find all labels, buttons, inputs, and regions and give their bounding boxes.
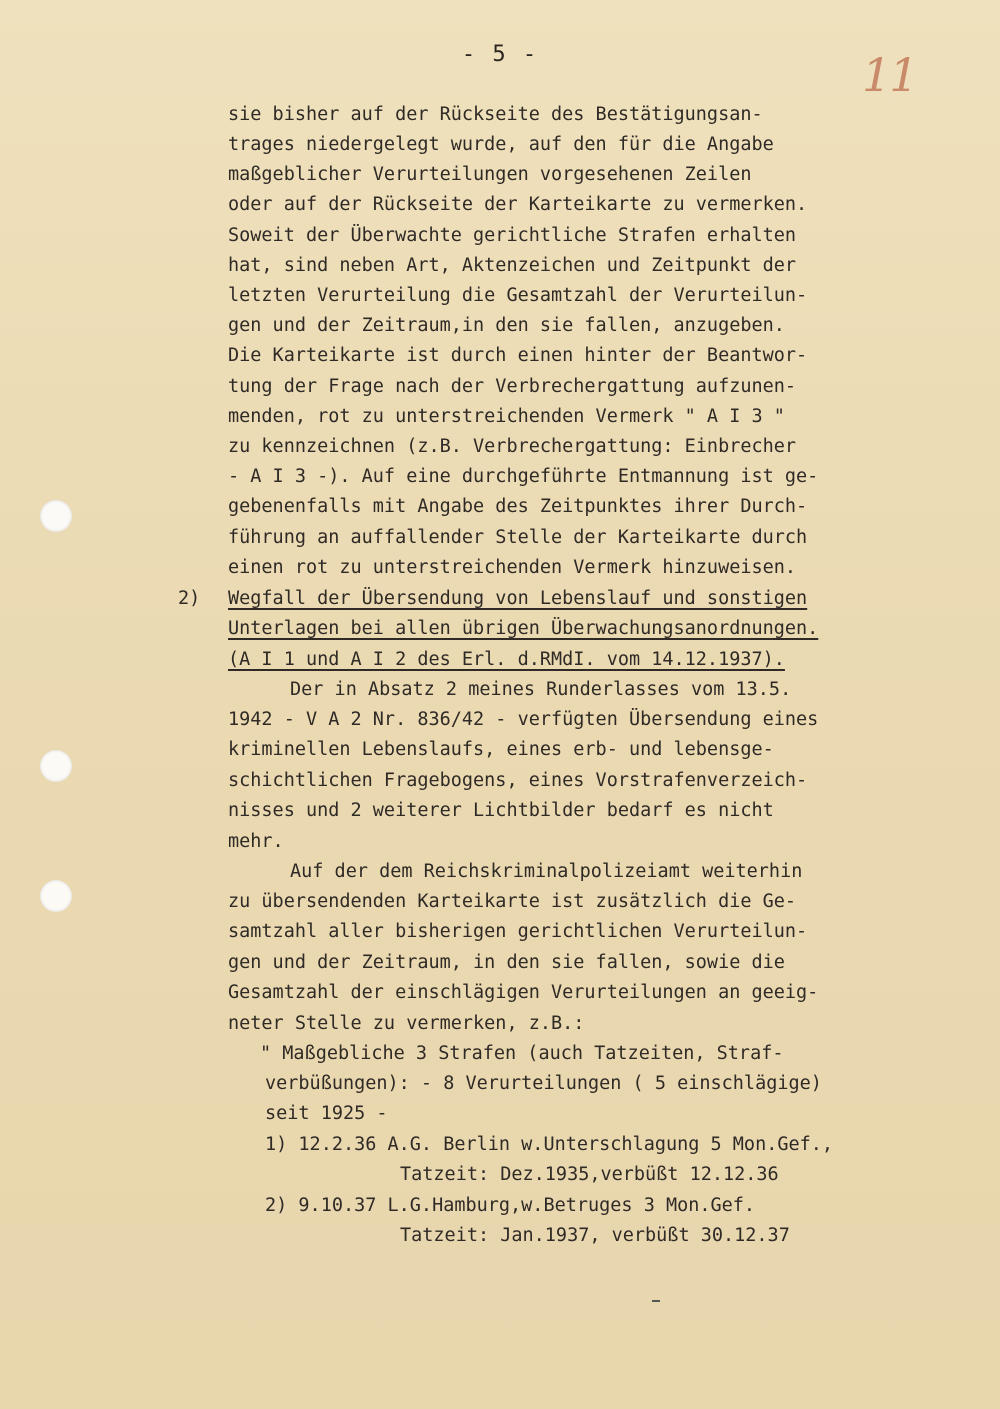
text-line: letzten Verurteilung die Gesamtzahl der Verurteilun- [228, 285, 808, 306]
example-line: Tatzeit: Dez.1935,verbüßt 12.12.36 [400, 1164, 779, 1185]
text-line: maßgeblicher Verurteilungen vorgesehenen Zeilen [228, 164, 752, 185]
text-line: hat, sind neben Art, Aktenzeichen und Zeitpunkt der [228, 255, 797, 276]
example-line: verbüßungen): - 8 Verurteilungen ( 5 einschlägige) [265, 1073, 822, 1094]
text-line: tung der Frage nach der Verbrechergattung aufzunen- [228, 376, 797, 397]
text-line: zu übersendenden Karteikarte ist zusätzlich die Ge- [228, 891, 797, 912]
folio-number: 11 [862, 48, 917, 102]
text-line: Soweit der Überwachte gerichtliche Strafen erhalten [228, 225, 797, 246]
text-line: mehr. [228, 831, 284, 852]
text-line: sie bisher auf der Rückseite des Bestätigungsan- [228, 104, 763, 125]
text-line: menden, rot zu unterstreichenden Vermerk " A I 3 " [228, 406, 785, 427]
text-line: Der in Absatz 2 meines Runderlasses vom 13.5. [290, 679, 792, 700]
example-line: Tatzeit: Jan.1937, verbüßt 30.12.37 [400, 1225, 790, 1246]
section-heading: (A I 1 und A I 2 des Erl. d.RMdI. vom 14.12.1937). [228, 649, 785, 670]
text-line: gen und der Zeitraum, in den sie fallen, sowie die [228, 952, 785, 973]
section-heading: Wegfall der Übersendung von Lebenslauf und sonstigen [228, 588, 808, 609]
section-heading: Unterlagen bei allen übrigen Überwachungsanordnungen. [228, 618, 819, 639]
text-line: einen rot zu unterstreichenden Vermerk hinzuweisen. [228, 557, 797, 578]
text-line: gebenenfalls mit Angabe des Zeitpunktes ihrer Durch- [228, 496, 808, 517]
text-line: oder auf der Rückseite der Karteikarte zu vermerken. [228, 194, 808, 215]
text-line: kriminellen Lebenslaufs, eines erb- und lebensge- [228, 739, 774, 760]
text-line: nisses und 2 weiterer Lichtbilder bedarf es nicht [228, 800, 774, 821]
example-line: 1) 12.2.36 A.G. Berlin w.Unterschlagung 5 Mon.Gef., [265, 1134, 834, 1155]
text-line: neter Stelle zu vermerken, z.B.: [228, 1013, 585, 1034]
text-line: gen und der Zeitraum,in den sie fallen, anzugeben. [228, 315, 785, 336]
text-line: 1942 - V A 2 Nr. 836/42 - verfügten Übersendung eines [228, 709, 819, 730]
text-line: Die Karteikarte ist durch einen hinter der Beantwor- [228, 345, 808, 366]
text-line: schichtlichen Fragebogens, eines Vorstrafenverzeich- [228, 770, 808, 791]
example-line: seit 1925 - [265, 1103, 388, 1124]
text-line: samtzahl aller bisherigen gerichtlichen Verurteilun- [228, 921, 808, 942]
text-line: führung an auffallender Stelle der Karteikarte durch [228, 527, 808, 548]
example-line: " Maßgebliche 3 Strafen (auch Tatzeiten, Straf- [260, 1043, 784, 1064]
page-number: - 5 - [461, 42, 539, 67]
text-line: trages niedergelegt wurde, auf den für die Angabe [228, 134, 774, 155]
closing-mark [652, 1300, 660, 1302]
text-line: zu kennzeichnen (z.B. Verbrechergattung: Einbrecher [228, 436, 797, 457]
list-marker: 2) [178, 588, 201, 609]
text-line: Auf der dem Reichskriminalpolizeiamt weiterhin [290, 861, 803, 882]
example-line: 2) 9.10.37 L.G.Hamburg,w.Betruges 3 Mon.Gef. [265, 1195, 756, 1216]
text-line: Gesamtzahl der einschlägigen Verurteilungen an geeig- [228, 982, 819, 1003]
text-line: - A I 3 -). Auf eine durchgeführte Entmannung ist ge- [228, 466, 819, 487]
